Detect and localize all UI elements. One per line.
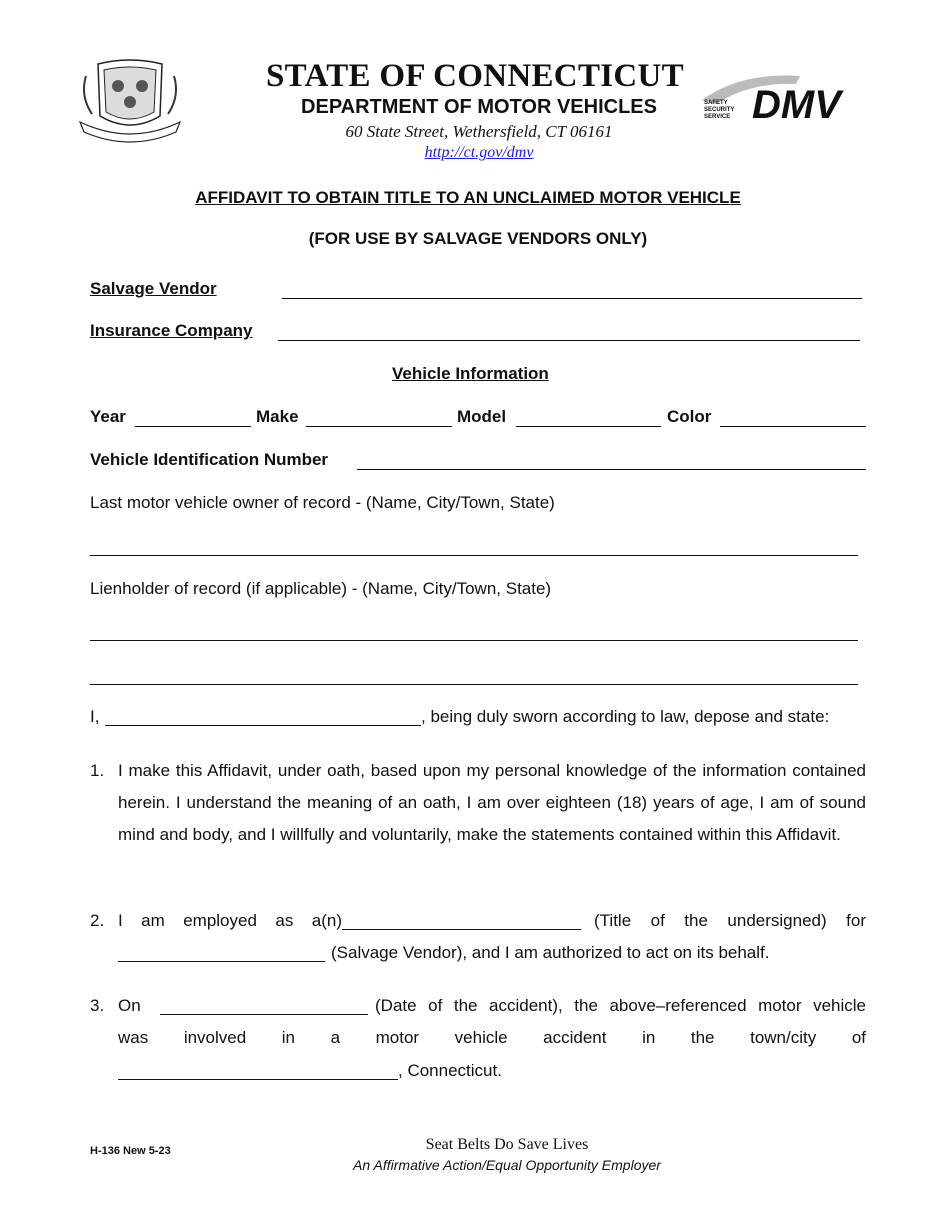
color-label: Color — [667, 407, 712, 426]
lienholder-field-2[interactable] — [90, 684, 858, 685]
paragraph-1 — [90, 755, 866, 851]
paragraph-3-text-a: On — [118, 996, 141, 1015]
vendor-name-field[interactable] — [118, 961, 325, 962]
oath-prefix: I, — [90, 707, 100, 726]
svg-text:SECURITY: SECURITY — [704, 107, 735, 113]
form-title: AFFIDAVIT TO OBTAIN TITLE TO AN UNCLAIMED MOTOR VEHICLE — [195, 188, 741, 207]
paragraph-3-text-d: , Connecticut. — [398, 1061, 502, 1080]
accident-date-field[interactable] — [160, 1014, 368, 1015]
lienholder-label: Lienholder of record (if applicable) - (Name, City/Town, State) — [90, 579, 552, 598]
accident-town-field[interactable] — [118, 1079, 398, 1080]
paragraph-2-text-a: I am employed as a(n) — [118, 911, 342, 930]
svg-text:SAFETY: SAFETY — [704, 100, 728, 106]
form-subtitle: (FOR USE BY SALVAGE VENDORS ONLY) — [308, 229, 648, 248]
paragraph-2-text-b: (Title of the undersigned) for — [594, 911, 866, 930]
paragraph-1-number: 1. — [90, 761, 105, 780]
paragraph-2-text-c: (Salvage Vendor), and I am authorized to act on its behalf. — [331, 943, 770, 962]
affiant-name-field[interactable] — [105, 725, 421, 726]
department-heading: DEPARTMENT OF MOTOR VEHICLES — [301, 96, 657, 118]
footer-employer: An Affirmative Action/Equal Opportunity Employer — [353, 1157, 661, 1173]
insurance-company-label: Insurance Company — [90, 321, 253, 340]
vin-field[interactable] — [357, 469, 866, 470]
footer-slogan: Seat Belts Do Save Lives — [425, 1136, 589, 1153]
paragraph-3-text-c: was involved in a motor vehicle accident in the town/city of — [118, 1028, 866, 1047]
vin-label: Vehicle Identification Number — [90, 450, 329, 469]
year-label: Year — [90, 407, 126, 426]
model-field[interactable] — [516, 426, 661, 427]
salvage-vendor-label: Salvage Vendor — [90, 279, 217, 298]
lienholder-field-1[interactable] — [90, 640, 858, 641]
salvage-vendor-field[interactable] — [282, 298, 862, 299]
state-heading: STATE OF CONNECTICUT — [266, 58, 684, 94]
paragraph-3-number: 3. — [90, 996, 105, 1015]
paragraph-2-number: 2. — [90, 911, 105, 930]
vehicle-info-heading: Vehicle Information — [392, 364, 549, 383]
make-field[interactable] — [306, 426, 452, 427]
last-owner-label: Last motor vehicle owner of record - (Name, City/Town, State) — [90, 493, 555, 512]
color-field[interactable] — [720, 426, 866, 427]
title-field[interactable] — [342, 929, 581, 930]
model-label: Model — [457, 407, 507, 426]
paragraph-3-text-b: (Date of the accident), the above–referenced motor vehicle — [375, 996, 866, 1015]
address: 60 State Street, Wethersfield, CT 06161 — [345, 122, 613, 141]
dmv-link[interactable]: http://ct.gov/dmv — [424, 144, 534, 161]
last-owner-field[interactable] — [90, 555, 858, 556]
insurance-company-field[interactable] — [278, 340, 860, 341]
form-number: H-136 New 5-23 — [90, 1145, 171, 1157]
paragraph-1-text: I make this Affidavit, under oath, based upon my personal knowledge of the information contained herein. I understand the meaning of an oath, I am over eighteen (18) years of age, I am of sound mind and body, and I willfully and voluntarily, make the statements contained within this Affidavit. — [118, 761, 866, 844]
svg-text:DMV: DMV — [752, 83, 841, 126]
svg-text:SERVICE: SERVICE — [704, 114, 731, 120]
year-field[interactable] — [135, 426, 251, 427]
oath-suffix: , being duly sworn according to law, depose and state: — [421, 707, 830, 726]
make-label: Make — [256, 407, 299, 426]
